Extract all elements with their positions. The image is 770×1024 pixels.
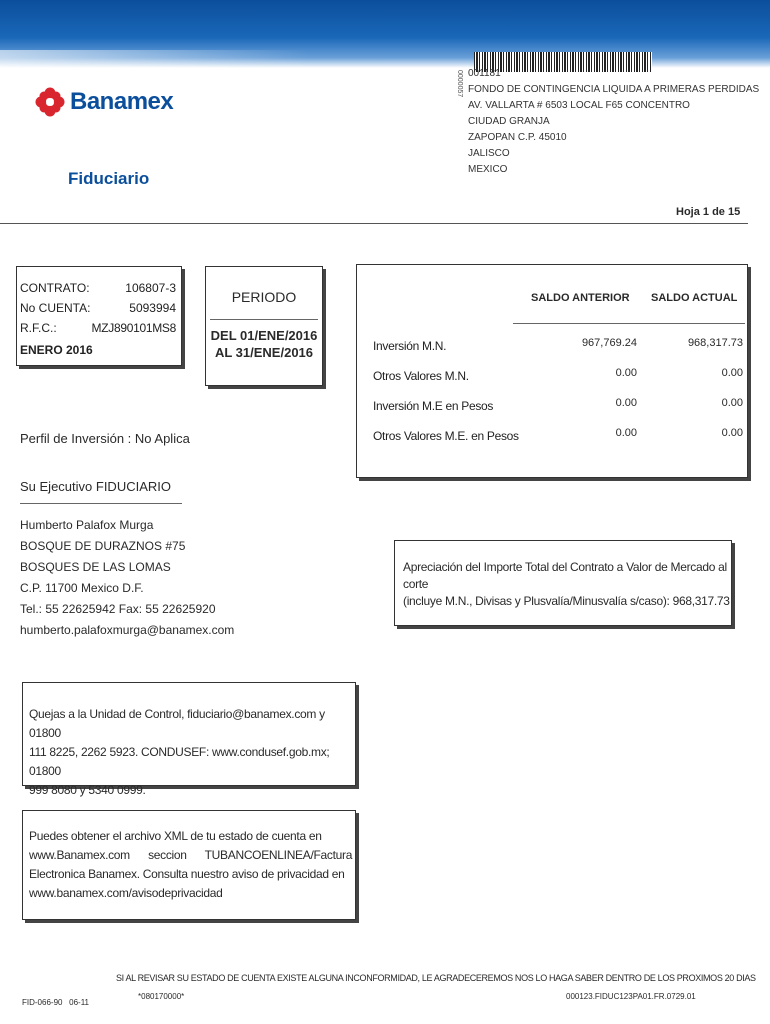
row-label: Otros Valores M.E. en Pesos	[373, 429, 519, 443]
contract-value: 106807-3	[125, 281, 176, 295]
complaints-line-3: 999 8080 y 5340 0999.	[29, 783, 146, 797]
address-line: AV. VALLARTA # 6503 LOCAL F65 CONCENTRO	[468, 100, 690, 111]
balances-box	[356, 264, 748, 478]
balance-row	[373, 367, 743, 385]
row-label: Inversión M.N.	[373, 339, 447, 353]
xml-note-box	[22, 810, 356, 920]
rfc-row	[20, 321, 176, 343]
account-row	[20, 301, 176, 321]
executive-details	[20, 515, 234, 641]
footer-code-center: *080170000*	[138, 992, 185, 1001]
row-curr: 0.00	[721, 427, 743, 439]
executive-title: Su Ejecutivo FIDUCIARIO	[20, 479, 171, 494]
rfc-value: MZJ890101MS8	[91, 321, 176, 335]
appreciation-box	[394, 540, 732, 626]
period-divider	[210, 319, 318, 320]
recipient-address	[468, 66, 759, 178]
executive-divider	[20, 503, 182, 504]
xml-line-4: www.banamex.com/avisodeprivacidad	[29, 886, 223, 900]
executive-email: humberto.palafoxmurga@banamex.com	[20, 623, 235, 637]
row-curr: 0.00	[721, 367, 743, 379]
appreciation-line-1: Apreciación del Importe Total del Contrato a Valor de Mercado al corte	[403, 560, 727, 591]
side-code: 0000057	[456, 70, 463, 98]
header-divider	[513, 323, 745, 324]
col-saldo-anterior: SALDO ANTERIOR	[531, 292, 630, 304]
xml-line-2: www.Banamex.com seccion TUBANCOENLINEA/Factura	[29, 848, 353, 862]
row-prev: 967,769.24	[581, 337, 637, 349]
row-prev: 0.00	[615, 367, 637, 379]
appreciation-line-2: (incluye M.N., Divisas y Plusvalía/Minusvalía s/caso): 968,317.73	[403, 594, 730, 608]
fiduciario-subtitle: Fiduciario	[68, 169, 150, 188]
address-line: FONDO DE CONTINGENCIA LIQUIDA A PRIMERAS PERDIDAS	[468, 84, 760, 95]
balance-row	[373, 397, 743, 415]
period-from: DEL 01/ENE/2016	[210, 328, 318, 343]
investment-profile: Perfil de Inversión : No Aplica	[20, 431, 190, 446]
account-value: 5093994	[129, 301, 176, 315]
address-line: ZAPOPAN C.P. 45010	[468, 132, 567, 143]
contract-box	[16, 266, 182, 366]
xml-line-1: Puedes obtener el archivo XML de tu estado de cuenta en	[29, 829, 322, 843]
account-label: No CUENTA:	[20, 301, 91, 315]
row-curr: 0.00	[721, 397, 743, 409]
row-prev: 0.00	[615, 397, 637, 409]
address-line: JALISCO	[468, 148, 510, 159]
row-label: Inversión M.E en Pesos	[373, 399, 494, 413]
complaints-line-1: Quejas a la Unidad de Control, fiduciario@banamex.com y 01800	[29, 707, 325, 740]
banamex-logo	[34, 86, 173, 118]
complaints-box	[22, 682, 356, 797]
contract-row	[20, 281, 176, 301]
banamex-logo-icon	[34, 86, 66, 118]
executive-phone: Tel.: 55 22625942 Fax: 55 22625920	[20, 602, 216, 616]
contract-label: CONTRATO:	[20, 281, 90, 295]
col-saldo-actual: SALDO ACTUAL	[651, 292, 738, 304]
xml-line-3: Electronica Banamex. Consulta nuestro aviso de privacidad en	[29, 867, 345, 881]
period-title: PERIODO	[231, 289, 297, 305]
executive-neighborhood: BOSQUES DE LAS LOMAS	[20, 560, 171, 574]
footer-notice: SI AL REVISAR SU ESTADO DE CUENTA EXISTE ALGUNA INCONFORMIDAD, LE AGRADECEREMOS NOS LO HAGA SABER DENTRO DE LOS PROXIMOS 20 DIAS	[116, 973, 756, 983]
balance-row	[373, 427, 743, 445]
row-curr: 968,317.73	[687, 337, 743, 349]
period-box	[205, 266, 323, 386]
address-line: CIUDAD GRANJA	[468, 116, 550, 127]
row-prev: 0.00	[615, 427, 637, 439]
statement-month: ENERO 2016	[20, 343, 93, 357]
page-number: Hoja 1 de 15	[676, 206, 741, 218]
footer-form-code: FID-066-90 06-11	[22, 998, 89, 1007]
address-line: MEXICO	[468, 164, 508, 175]
header-banner	[0, 0, 770, 68]
balance-row	[373, 337, 743, 355]
rfc-label: R.F.C.:	[20, 321, 57, 335]
period-to: AL 31/ENE/2016	[214, 345, 314, 360]
executive-name: Humberto Palafox Murga	[20, 518, 154, 532]
executive-postal: C.P. 11700 Mexico D.F.	[20, 581, 144, 595]
row-label: Otros Valores M.N.	[373, 369, 469, 383]
logo-text: Banamex	[70, 88, 174, 115]
complaints-line-2: 111 8225, 2262 5923. CONDUSEF: www.condusef.gob.mx; 01800	[29, 745, 330, 778]
address-line: 001181	[468, 68, 501, 79]
divider	[0, 223, 748, 224]
executive-street: BOSQUE DE DURAZNOS #75	[20, 539, 186, 553]
footer-print-code: 000123.FIDUC123PA01.FR.0729.01	[566, 992, 696, 1001]
